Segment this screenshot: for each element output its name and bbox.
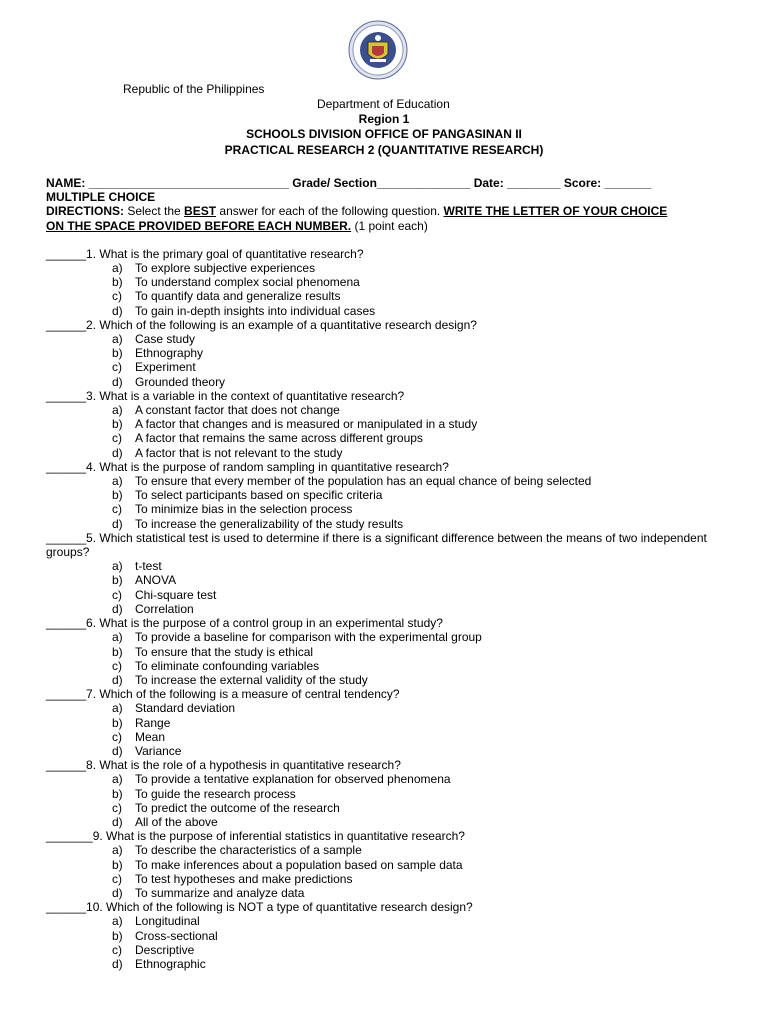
option-text: To summarize and analyze data xyxy=(135,885,305,900)
option-letter: a) xyxy=(112,914,123,929)
directions-label: DIRECTIONS: xyxy=(46,204,124,219)
option-letter: c) xyxy=(112,658,122,673)
option-letter: c) xyxy=(112,289,122,304)
option-letter: b) xyxy=(112,786,123,801)
option-item xyxy=(46,446,726,460)
option-text: To select participants based on specific criteria xyxy=(135,488,383,503)
option-item xyxy=(46,701,726,715)
option-text: Descriptive xyxy=(135,942,195,957)
option-text: t-test xyxy=(135,559,162,574)
directions-points: (1 point each) xyxy=(351,218,428,233)
option-text: To explore subjective experiences xyxy=(135,261,316,276)
division-line: SCHOOLS DIVISION OFFICE OF PANGASINAN II xyxy=(246,127,522,141)
option-item xyxy=(46,673,726,687)
option-letter: b) xyxy=(112,275,123,290)
option-text: To ensure that the study is ethical xyxy=(135,644,314,659)
option-item xyxy=(46,417,726,431)
option-letter: d) xyxy=(112,303,123,318)
section-title: MULTIPLE CHOICE xyxy=(46,190,156,205)
directions-best: BEST xyxy=(184,204,217,219)
option-text: To test hypotheses and make predictions xyxy=(135,871,353,886)
exam-body xyxy=(46,176,726,971)
option-text: To eliminate confounding variables xyxy=(135,658,320,673)
option-item xyxy=(46,858,726,872)
directions-write: WRITE THE LETTER OF YOUR CHOICE xyxy=(443,204,668,219)
option-letter: a) xyxy=(112,630,123,645)
option-text: Correlation xyxy=(135,601,194,616)
question-item: ______8. What is the role of a hypothesis in quantitative research? xyxy=(46,758,401,773)
option-list xyxy=(46,772,726,829)
option-list xyxy=(46,701,726,758)
option-item xyxy=(46,772,726,786)
option-letter: d) xyxy=(112,672,123,687)
question-item: ______5. Which statistical test is used to determine if there is a significant difference between the means of two independent groups? xyxy=(46,530,707,560)
option-item xyxy=(46,943,726,957)
option-item xyxy=(46,261,726,275)
date-blank: ________ xyxy=(507,176,561,190)
question-item: ______6. What is the purpose of a control group in an experimental study? xyxy=(46,616,443,631)
option-letter: b) xyxy=(112,346,123,361)
option-letter: b) xyxy=(112,928,123,943)
option-letter: a) xyxy=(112,701,123,716)
option-item xyxy=(46,716,726,730)
option-text: To describe the characteristics of a sample xyxy=(135,843,362,858)
option-item xyxy=(46,289,726,303)
option-list xyxy=(46,843,726,900)
grade-section-blank: ______________ xyxy=(376,176,471,190)
option-list xyxy=(46,474,726,531)
question-item: ______7. Which of the following is a measure of central tendency? xyxy=(46,687,400,702)
option-letter: b) xyxy=(112,715,123,730)
option-letter: d) xyxy=(112,885,123,900)
option-item xyxy=(46,488,726,502)
option-text: Range xyxy=(135,715,171,730)
option-letter: b) xyxy=(112,488,123,503)
option-item xyxy=(46,517,726,531)
option-letter: a) xyxy=(112,843,123,858)
option-item xyxy=(46,645,726,659)
option-item xyxy=(46,744,726,758)
score-blank: _______ xyxy=(604,176,652,190)
option-text: To increase the generalizability of the study results xyxy=(135,516,404,531)
option-text: ANOVA xyxy=(135,573,177,588)
name-blank: ______________________________ xyxy=(88,176,289,190)
option-item xyxy=(46,787,726,801)
option-item xyxy=(46,914,726,928)
option-letter: b) xyxy=(112,644,123,659)
option-letter: b) xyxy=(112,573,123,588)
option-letter: a) xyxy=(112,772,123,787)
option-item xyxy=(46,431,726,445)
option-text: Ethnographic xyxy=(135,956,206,971)
option-text: To guide the research process xyxy=(135,786,296,801)
date-label: Date: xyxy=(473,176,504,190)
question-list xyxy=(46,247,726,971)
option-list xyxy=(46,914,726,971)
option-list xyxy=(46,559,726,616)
option-letter: a) xyxy=(112,559,123,574)
option-letter: c) xyxy=(112,800,122,815)
option-text: A factor that changes and is measured or manipulated in a study xyxy=(135,417,478,432)
option-text: Cross-sectional xyxy=(135,928,218,943)
option-item xyxy=(46,403,726,417)
department-line: Department of Education xyxy=(317,97,450,111)
deped-seal-icon xyxy=(348,20,408,80)
option-text: All of the above xyxy=(135,814,218,829)
option-item xyxy=(46,502,726,516)
option-item xyxy=(46,559,726,573)
option-letter: d) xyxy=(112,956,123,971)
question-item: ______1. What is the primary goal of quantitative research? xyxy=(46,246,364,261)
option-list xyxy=(46,403,726,460)
question-item: ______2. Which of the following is an example of a quantitative research design? xyxy=(46,317,477,332)
directions-line-1 xyxy=(46,204,726,218)
option-item xyxy=(46,588,726,602)
option-text: To minimize bias in the selection process xyxy=(135,502,353,517)
option-list xyxy=(46,630,726,687)
option-item xyxy=(46,360,726,374)
option-text: Variance xyxy=(135,743,182,758)
option-letter: b) xyxy=(112,417,123,432)
option-letter: a) xyxy=(112,474,123,489)
option-text: To ensure that every member of the population has an equal chance of being selected xyxy=(135,474,592,489)
option-text: To understand complex social phenomena xyxy=(135,275,360,290)
option-letter: d) xyxy=(112,445,123,460)
option-text: A factor that remains the same across different groups xyxy=(135,431,423,446)
option-item xyxy=(46,929,726,943)
option-letter: c) xyxy=(112,431,122,446)
option-text: To gain in-depth insights into individual cases xyxy=(135,303,376,318)
option-letter: d) xyxy=(112,374,123,389)
student-info-line xyxy=(46,176,726,190)
option-item xyxy=(46,801,726,815)
region-line: Region 1 xyxy=(358,112,410,126)
option-letter: d) xyxy=(112,814,123,829)
option-letter: a) xyxy=(112,403,123,418)
score-label: Score: xyxy=(563,176,602,190)
question-item: ______10. Which of the following is NOT a type of quantitative research design? xyxy=(46,900,473,915)
option-text: To make inferences about a population based on sample data xyxy=(135,857,463,872)
grade-section-label: Grade/ Section xyxy=(292,176,377,190)
option-item xyxy=(46,815,726,829)
option-item xyxy=(46,872,726,886)
name-label: NAME: xyxy=(46,176,86,190)
question-item: ______4. What is the purpose of random sampling in quantitative research? xyxy=(46,459,449,474)
directions-instruction: ON THE SPACE PROVIDED BEFORE EACH NUMBER. xyxy=(46,218,352,233)
option-item xyxy=(46,843,726,857)
question-item: _______9. What is the purpose of inferential statistics in quantitative research? xyxy=(46,829,465,844)
option-letter: c) xyxy=(112,502,122,517)
option-item xyxy=(46,375,726,389)
republic-line: Republic of the Philippines xyxy=(123,82,265,96)
option-text: Experiment xyxy=(135,360,196,375)
option-letter: c) xyxy=(112,360,122,375)
option-letter: d) xyxy=(112,516,123,531)
option-text: To provide a tentative explanation for observed phenomena xyxy=(135,772,451,787)
option-letter: c) xyxy=(112,942,122,957)
option-text: Mean xyxy=(135,729,166,744)
option-letter: c) xyxy=(112,871,122,886)
option-item xyxy=(46,573,726,587)
option-text: Standard deviation xyxy=(135,701,236,716)
option-item xyxy=(46,957,726,971)
option-list xyxy=(46,332,726,389)
option-item xyxy=(46,630,726,644)
option-letter: a) xyxy=(112,261,123,276)
option-item xyxy=(46,332,726,346)
option-item xyxy=(46,275,726,289)
directions-line-2 xyxy=(46,219,726,233)
option-text: To predict the outcome of the research xyxy=(135,800,340,815)
option-letter: d) xyxy=(112,601,123,616)
option-text: Case study xyxy=(135,332,196,347)
option-letter: b) xyxy=(112,857,123,872)
option-item xyxy=(46,886,726,900)
option-text: A factor that is not relevant to the study xyxy=(135,445,343,460)
option-item xyxy=(46,346,726,360)
directions-text-1: Select the xyxy=(124,204,185,219)
option-text: Grounded theory xyxy=(135,374,226,389)
option-list xyxy=(46,261,726,318)
option-text: Longitudinal xyxy=(135,914,200,929)
option-item xyxy=(46,730,726,744)
option-item xyxy=(46,304,726,318)
option-letter: c) xyxy=(112,729,122,744)
option-item xyxy=(46,602,726,616)
option-text: Chi-square test xyxy=(135,587,217,602)
option-item xyxy=(46,474,726,488)
directions-text-2: answer for each of the following question. xyxy=(216,204,444,219)
option-item xyxy=(46,659,726,673)
option-letter: d) xyxy=(112,743,123,758)
option-text: To provide a baseline for comparison with the experimental group xyxy=(135,630,482,645)
option-text: To quantify data and generalize results xyxy=(135,289,341,304)
question-item: ______3. What is a variable in the context of quantitative research? xyxy=(46,388,405,403)
option-letter: c) xyxy=(112,587,122,602)
subject-line: PRACTICAL RESEARCH 2 (QUANTITATIVE RESEARCH) xyxy=(224,143,544,157)
option-text: To increase the external validity of the study xyxy=(135,672,368,687)
option-text: Ethnography xyxy=(135,346,204,361)
option-letter: a) xyxy=(112,332,123,347)
option-text: A constant factor that does not change xyxy=(135,403,340,418)
